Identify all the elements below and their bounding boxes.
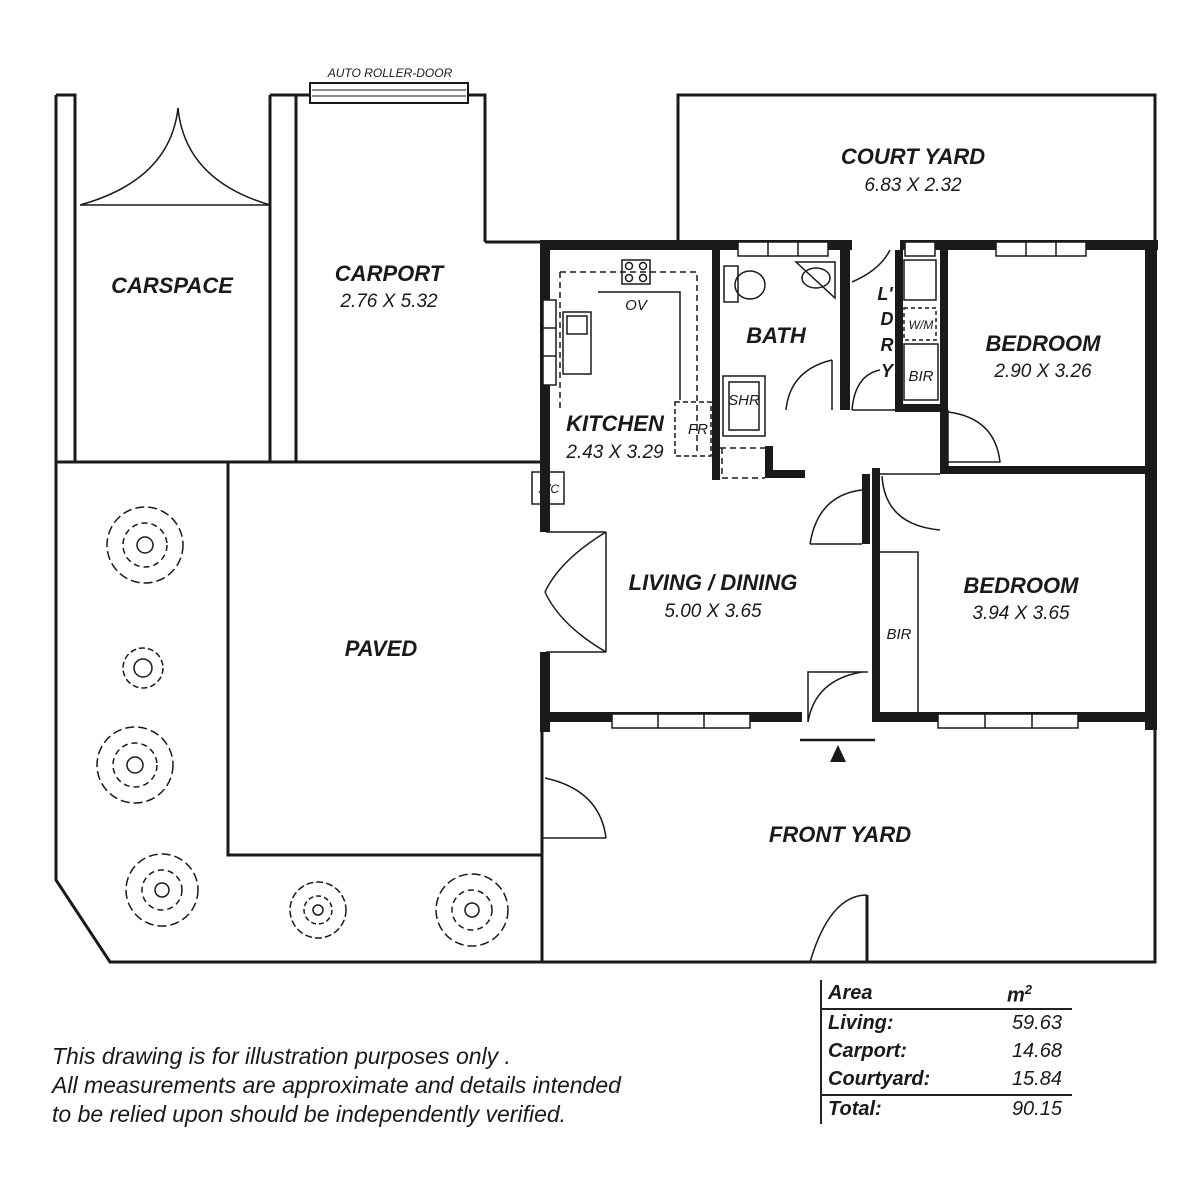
wall-hall-right: [872, 468, 880, 722]
wall-laundry-bottom: [895, 404, 947, 412]
area-total-label: Total:: [828, 1098, 882, 1120]
carport-dim: 2.76 X 5.32: [340, 291, 438, 312]
area-table: [820, 980, 1072, 1124]
bedroom-2-label: BEDROOM: [963, 573, 1079, 598]
wall-bedroom1-left: [940, 250, 948, 470]
side-gate-arc: [542, 778, 606, 838]
living-dining-label: LIVING / DINING: [628, 570, 798, 595]
area-row-label: Courtyard:: [828, 1068, 931, 1090]
area-total-row: [822, 1094, 1072, 1124]
shrub-icon: [123, 648, 163, 688]
toilet-cistern: [724, 266, 738, 302]
laundry-label-y: Y: [880, 361, 894, 381]
living-door-arc-lower: [545, 592, 606, 652]
area-row: [822, 1066, 1072, 1094]
carport-top-wall: [270, 95, 485, 242]
shrub-icon: [436, 874, 508, 946]
bedroom1-door: [948, 410, 1000, 466]
bedroom-2-dim: 3.94 X 3.65: [972, 603, 1070, 624]
area-row-value: 15.84: [1011, 1068, 1062, 1090]
cooktop-burner: [640, 263, 647, 270]
bedroom-1-dim: 2.90 X 3.26: [994, 361, 1092, 382]
bedroom-1-label: BEDROOM: [985, 331, 1101, 356]
entry-arrow-icon: [830, 745, 846, 762]
window-bath: [738, 242, 828, 256]
front-yard-gate-arc: [810, 895, 867, 962]
window-laundry: [905, 242, 935, 256]
sink-bowl: [567, 316, 587, 334]
laundry-door-arc: [852, 250, 890, 282]
wall-kitchen-bath: [712, 250, 720, 480]
area-unit: $m^2$: [1006, 982, 1032, 1007]
laundry-label-d: D: [880, 309, 894, 329]
roller-door-label: AUTO ROLLER-DOOR: [327, 66, 453, 80]
area-row-label: Living:: [828, 1012, 894, 1034]
wall-bath-right: [840, 250, 850, 410]
bath-label: BATH: [746, 323, 806, 348]
area-row-label: Carport:: [828, 1040, 907, 1062]
court-yard-label: COURT YARD: [840, 144, 986, 169]
area-row: [822, 1038, 1072, 1066]
oven-label: OV: [625, 297, 647, 314]
court-yard-dim: 6.83 X 2.32: [864, 175, 962, 196]
ac-label: A/C: [538, 482, 560, 496]
area-table-header: [822, 980, 1072, 1010]
hall-door-bottom: [810, 490, 862, 544]
entry-door: [808, 672, 868, 722]
laundry-label-l: L': [877, 284, 893, 304]
disclaimer-line: to be relied upon should be independently verified.: [52, 1101, 567, 1127]
kitchen-label: KITCHEN: [566, 411, 664, 436]
kitchen-dim: 2.43 X 3.29: [566, 442, 664, 463]
toilet-bowl: [735, 271, 765, 299]
cooktop-burner: [626, 263, 633, 270]
window-bedroom-1: [996, 242, 1086, 256]
area-row-value: 14.68: [1011, 1040, 1062, 1062]
wall-hall-stub: [862, 474, 870, 544]
window-kitchen: [543, 300, 556, 385]
shrub-icon: [126, 854, 198, 926]
wall-right: [1145, 240, 1157, 730]
cooktop-burner: [640, 275, 647, 282]
washing-machine-label: W/M: [908, 318, 934, 332]
area-total-value: 90.15: [1011, 1098, 1062, 1120]
carspace-gate-right: [178, 108, 270, 205]
area-row: [822, 1010, 1072, 1038]
bath-cupboard: [720, 448, 765, 478]
roller-door: [310, 83, 468, 103]
bedroom2-door: [880, 474, 940, 530]
window-living: [612, 714, 750, 728]
bath-door-arc: [786, 360, 832, 410]
carspace-left-wall: [56, 95, 75, 462]
shrub-icon: [97, 727, 173, 803]
living-dining-dim: 5.00 X 3.65: [664, 601, 762, 622]
bir-1-label: BIR: [908, 368, 934, 385]
area-row-value: 59.63: [1011, 1012, 1062, 1034]
window-bedroom-2: [938, 714, 1078, 728]
carport-label: CARPORT: [334, 261, 444, 286]
shrub-icon: [107, 507, 183, 583]
carspace-label: CARSPACE: [111, 273, 233, 298]
bir-2-label: BIR: [886, 626, 912, 643]
laundry-trough: [904, 260, 936, 300]
disclaimer: [52, 1042, 692, 1129]
disclaimer-line: This drawing is for illustration purposes only .: [52, 1043, 511, 1069]
paved-label: PAVED: [344, 636, 418, 661]
wall-laundry-right: [895, 250, 903, 410]
living-door-arc-upper: [545, 532, 606, 592]
wall-bedroom-divider: [940, 466, 1155, 474]
area-header-label: Area: [828, 982, 873, 1004]
disclaimer-line: All measurements are approximate and details intended: [52, 1072, 621, 1098]
laundry-label-r: R: [880, 335, 894, 355]
fridge-label: FR: [688, 421, 708, 438]
cooktop-burner: [626, 275, 633, 282]
wall-bath-stub: [765, 446, 773, 476]
shower-label: SHR: [728, 392, 760, 409]
front-yard-label: FRONT YARD: [768, 822, 912, 847]
shrub-icon: [290, 882, 346, 938]
basin-bowl: [802, 268, 830, 288]
carspace-gate-left: [80, 108, 178, 205]
